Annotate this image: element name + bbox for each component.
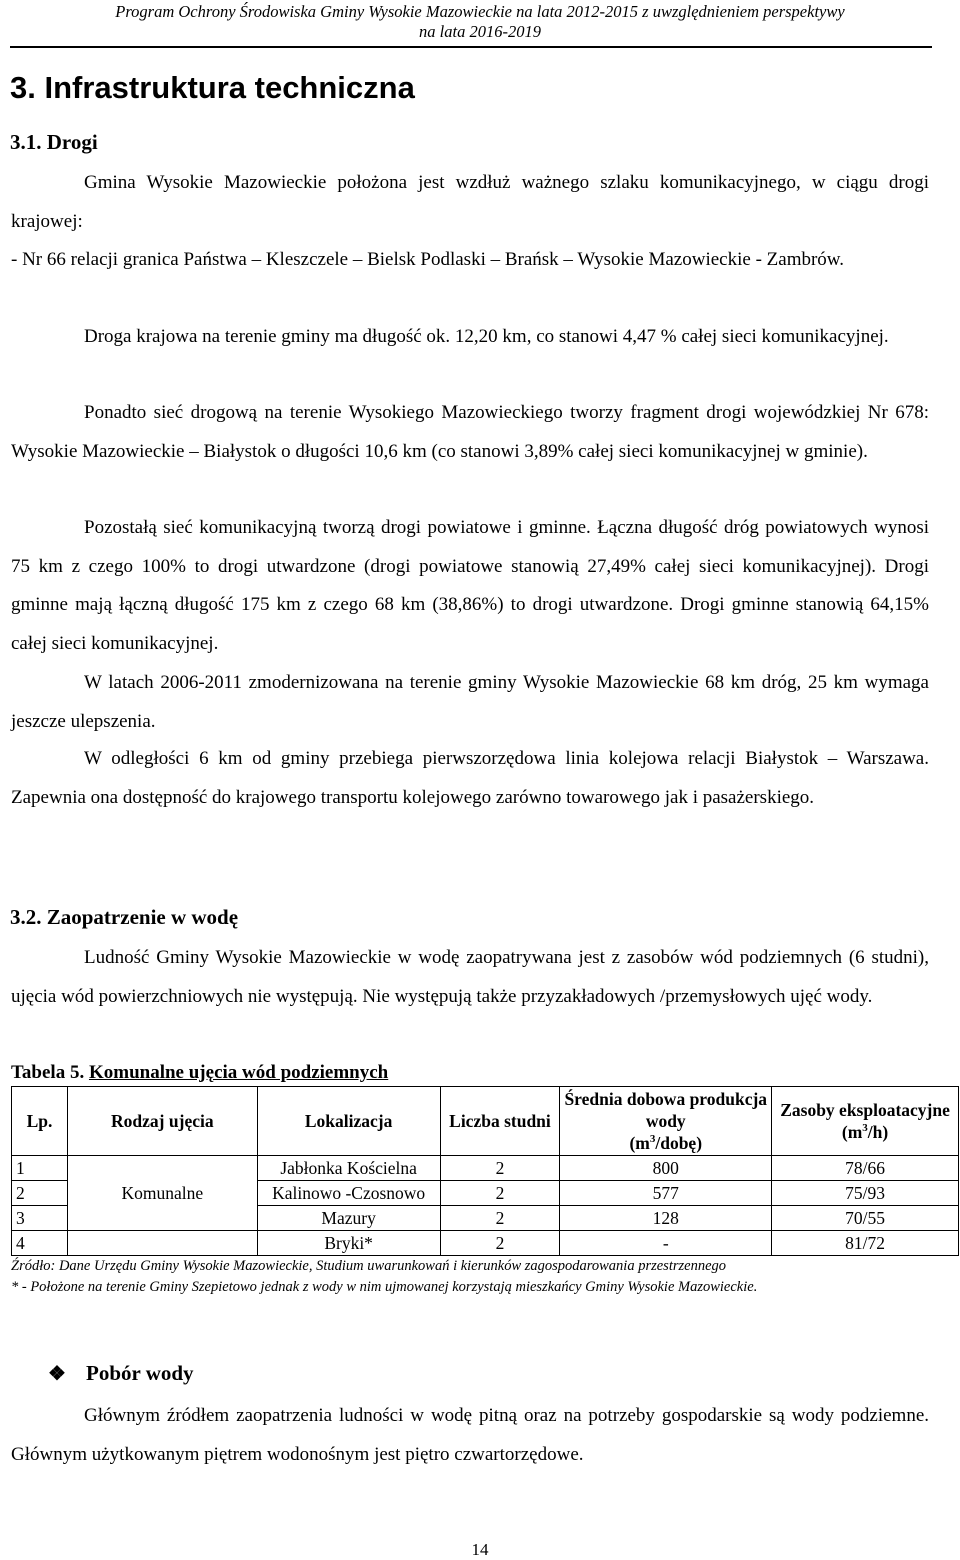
cell-liczba: 2 bbox=[440, 1231, 560, 1256]
paragraph-text: Droga krajowa na terenie gminy ma długość ok. 12,20 km, co stanowi 4,47 % całej sieci komunikacyjnej. bbox=[84, 326, 889, 347]
header-zasoby-text: Zasoby eksploatacyjne bbox=[780, 1100, 950, 1120]
cell-lokalizacja: Mazury bbox=[257, 1206, 440, 1231]
cell-lokalizacja: Bryki* bbox=[257, 1231, 440, 1256]
subsection-heading bbox=[48, 1361, 194, 1386]
header-line-2: na lata 2016-2019 bbox=[419, 22, 541, 41]
paragraph-text: W odległości 6 km od gminy przebiega pierwszorzędowa linia kolejowa relacji Białystok – Warszawa. Zapewnia ona dostępność do krajowego transportu kolejowego zarówno towarowego jak i pasażerskiego. bbox=[11, 748, 929, 808]
diamond-bullet-icon: ❖ bbox=[48, 1363, 66, 1385]
chapter-title: 3. Infrastruktura techniczna bbox=[10, 70, 415, 105]
cell-liczba: 2 bbox=[440, 1156, 560, 1181]
cell-zasoby: 70/55 bbox=[772, 1206, 959, 1231]
section-title-drogi: 3.1. Drogi bbox=[10, 130, 98, 154]
cell-lp: 1 bbox=[12, 1156, 68, 1181]
header-line-1: Program Ochrony Środowiska Gminy Wysokie Mazowieckie na lata 2012-2015 z uwzględnieniem perspektywy bbox=[115, 2, 845, 21]
paragraph bbox=[11, 241, 929, 280]
running-header bbox=[0, 2, 960, 42]
paragraph bbox=[11, 318, 929, 357]
page-number: 14 bbox=[471, 1540, 489, 1559]
paragraph bbox=[11, 509, 929, 663]
table-row bbox=[12, 1156, 959, 1181]
paragraph-text: W latach 2006-2011 zmodernizowana na terenie gminy Wysokie Mazowieckie 68 km dróg, 25 km wymaga jeszcze ulepszenia. bbox=[11, 672, 929, 732]
cell-rodzaj: Komunalne bbox=[67, 1156, 257, 1231]
cell-lp: 3 bbox=[12, 1206, 68, 1231]
paragraph bbox=[11, 164, 929, 241]
paragraph bbox=[11, 1397, 929, 1474]
cell-zasoby: 75/93 bbox=[772, 1181, 959, 1206]
table-caption-title: Komunalne ujęcia wód podziemnych bbox=[88, 1062, 389, 1083]
paragraph-text: Pozostałą sieć komunikacyjną tworzą drogi powiatowe i gminne. Łączna długość dróg powiatowych wynosi 75 km z czego 100% to drogi utwardzone (drogi powiatowe stanowią 27,49% całej sieci komunikacyjnej). Drogi gminne mają łączną długość 175 km z czego 68 km (38,86%) to drogi utwardzone. Drogi gminne stanowią 64,15% całej sieci komunikacyjnej. bbox=[11, 517, 929, 654]
cell-srednia: - bbox=[560, 1231, 772, 1256]
cell-lokalizacja: Jabłonka Kościelna bbox=[257, 1156, 440, 1181]
cell-zasoby: 78/66 bbox=[772, 1156, 959, 1181]
cell-srednia: 800 bbox=[560, 1156, 772, 1181]
table-caption-label: Tabela 5. bbox=[11, 1062, 85, 1083]
paragraph-text: Głównym źródłem zaopatrzenia ludności w wodę pitną oraz na potrzeby gospodarskie są wody podziemne. Głównym użytkowanym piętrem wodonośnym jest piętro czwartorzędowe. bbox=[11, 1405, 929, 1465]
table-source: Źródło: Dane Urzędu Gminy Wysokie Mazowieckie, Studium uwarunkowań i kierunków zagospodarowania przestrzennego bbox=[11, 1258, 727, 1274]
paragraph-text: Ludność Gminy Wysokie Mazowieckie w wodę zaopatrywana jest z zasobów wód podziemnych (6 studni), ujęcia wód powierzchniowych nie występują. Nie występują także przyzakładowych /przemysłowych ujęć wody. bbox=[11, 947, 929, 1007]
cell-liczba: 2 bbox=[440, 1181, 560, 1206]
header-liczba-text: Liczba studni bbox=[449, 1111, 551, 1131]
cell-liczba: 2 bbox=[440, 1206, 560, 1231]
paragraph bbox=[11, 939, 929, 1016]
table-note: * - Położone na terenie Gminy Szepietowo jednak z wody w nim ujmowanej korzystają mieszkańcy Gminy Wysokie Mazowieckie. bbox=[11, 1279, 758, 1295]
paragraph bbox=[11, 394, 929, 471]
header-srednia-text: Średnia dobowa produkcja wody bbox=[564, 1089, 768, 1131]
header-srednia: Średnia dobowa produkcja wody $(m^3/dobę)$ bbox=[560, 1087, 772, 1156]
header-rodzaj: Rodzaj ujęcia bbox=[67, 1087, 257, 1156]
header-lp: Lp. bbox=[12, 1087, 68, 1156]
header-zasoby: Zasoby eksploatacyjne $(m^3/h)$ bbox=[772, 1087, 959, 1156]
header-divider bbox=[10, 46, 932, 48]
table-caption bbox=[11, 1062, 388, 1084]
paragraph-text: Ponadto sieć drogową na terenie Wysokiego Mazowieckiego tworzy fragment drogi wojewódzkiej Nr 678: Wysokie Mazowieckie – Białystok o długości 10,6 km (co stanowi 3,89% całej sieci komunikacyjnej w gminie). bbox=[11, 402, 929, 462]
cell-srednia: 128 bbox=[560, 1206, 772, 1231]
cell-rodzaj-empty bbox=[67, 1231, 257, 1256]
table-header-row bbox=[12, 1087, 959, 1156]
cell-zasoby: 81/72 bbox=[772, 1231, 959, 1256]
header-liczba bbox=[440, 1087, 560, 1156]
paragraph bbox=[11, 664, 929, 741]
cell-lokalizacja: Kalinowo -Czosnowo bbox=[257, 1181, 440, 1206]
header-lokalizacja: Lokalizacja bbox=[257, 1087, 440, 1156]
table-row bbox=[12, 1231, 959, 1256]
section-title-zaopatrzenie: 3.2. Zaopatrzenie w wodę bbox=[10, 905, 239, 929]
paragraph-text: - Nr 66 relacji granica Państwa – Kleszczele – Bielsk Podlaski – Brańsk – Wysokie Mazowieckie - Zambrów. bbox=[11, 249, 845, 270]
cell-srednia: 577 bbox=[560, 1181, 772, 1206]
water-intakes-table bbox=[11, 1086, 959, 1256]
subsection-title: Pobór wody bbox=[86, 1361, 194, 1385]
cell-lp: 2 bbox=[12, 1181, 68, 1206]
paragraph bbox=[11, 740, 929, 817]
cell-lp: 4 bbox=[12, 1231, 68, 1256]
paragraph-text: Gmina Wysokie Mazowieckie położona jest wzdłuż ważnego szlaku komunikacyjnego, w ciągu drogi krajowej: bbox=[11, 172, 929, 232]
